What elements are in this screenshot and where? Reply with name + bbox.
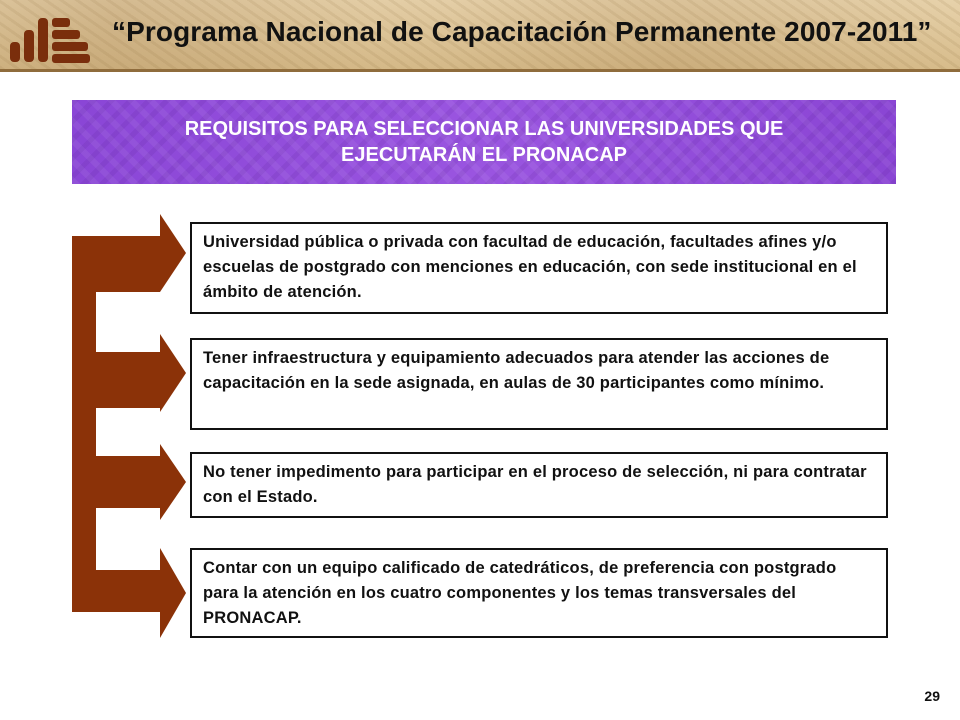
requirement-3: No tener impedimento para participar en el proceso de selección, ni para contratar con el Estado. — [190, 452, 888, 518]
connector-bar — [72, 236, 96, 612]
banner-line-2: EJECUTARÁN EL PRONACAP — [341, 144, 627, 166]
page-title: “Programa Nacional de Capacitación Permanente 2007-2011” — [112, 16, 932, 47]
requirement-4: Contar con un equipo calificado de catedráticos, de preferencia con postgrado para la atención en los cuatro componentes y los temas transversales del PRONACAP. — [190, 548, 888, 638]
page-number: 29 — [924, 688, 940, 704]
banner-line-1: REQUISITOS PARA SELECCIONAR LAS UNIVERSIDADES QUE — [184, 118, 784, 140]
arrow-head-1 — [160, 214, 186, 292]
arrow-head-3 — [160, 444, 186, 520]
arrow-head-2 — [160, 334, 186, 412]
requirement-2: Tener infraestructura y equipamiento adecuados para atender las acciones de capacitación en la sede asignada, en aulas de 30 participantes como mínimo. — [190, 338, 888, 430]
arrow-head-4 — [160, 548, 186, 638]
requirement-1: Universidad pública o privada con facultad de educación, facultades afines y/o escuelas de postgrado con menciones en educación, con sede institucional en el ámbito de atención. — [190, 222, 888, 314]
